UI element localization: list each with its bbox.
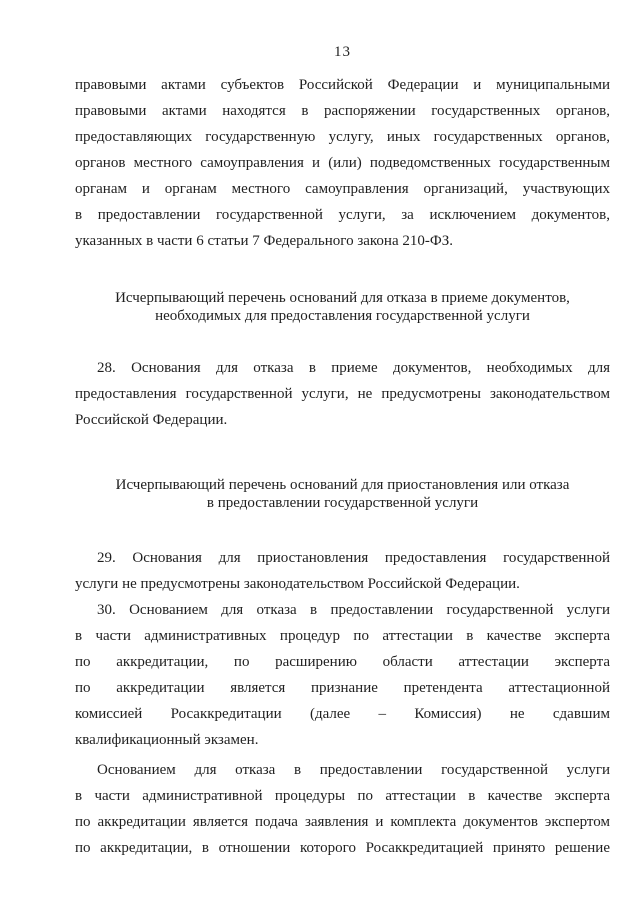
text-line: Российской Федерации. bbox=[75, 412, 228, 428]
text-line: в предоставлении государственной услуги, за исключением документов, bbox=[75, 207, 610, 223]
paragraph-28 bbox=[75, 355, 610, 433]
paragraph-29 bbox=[75, 545, 610, 597]
document-blocks bbox=[75, 72, 610, 861]
text-line: правовыми актами находятся в распоряжении государственных органов, bbox=[75, 103, 610, 119]
text-line: предоставления государственной услуги, не предусмотрены законодательством bbox=[75, 386, 610, 402]
heading-line: Исчерпывающий перечень оснований для отказа в приеме документов, bbox=[115, 290, 570, 306]
heading-line: Исчерпывающий перечень оснований для приостановления или отказа bbox=[115, 477, 570, 493]
paragraph-continuation bbox=[75, 72, 610, 254]
text-line: 28. Основания для отказа в приеме документов, необходимых для bbox=[97, 360, 610, 376]
text-line: указанных в части 6 статьи 7 Федерального закона 210-ФЗ. bbox=[75, 233, 453, 249]
text-line: по аккредитации является подача заявления и комплекта документов экспертом bbox=[75, 814, 610, 830]
paragraph-30-continued bbox=[75, 757, 610, 861]
text-line: по аккредитации, по расширению области аттестации эксперта bbox=[75, 654, 610, 670]
heading-line: необходимых для предоставления государственной услуги bbox=[155, 308, 530, 324]
text-line: по аккредитации, в отношении которого Росаккредитацией принято решение bbox=[75, 840, 610, 856]
text-line: в части административной процедуры по аттестации в качестве эксперта bbox=[75, 788, 610, 804]
heading-line: в предоставлении государственной услуги bbox=[206, 495, 479, 511]
text-line: органам и органам местного самоуправления организаций, участвующих bbox=[75, 181, 610, 197]
text-line: в части административных процедур по аттестации в качестве эксперта bbox=[75, 628, 610, 644]
heading-refusal-to-accept-documents bbox=[75, 289, 610, 325]
text-line: комиссией Росаккредитации (далее – Комиссия) не сдавшим bbox=[75, 706, 610, 722]
page-number: 13 bbox=[334, 44, 351, 60]
text-line: Основанием для отказа в предоставлении государственной услуги bbox=[97, 762, 610, 778]
text-line: по аккредитации является признание претендента аттестационной bbox=[75, 680, 610, 696]
text-line: правовыми актами субъектов Российской Федерации и муниципальными bbox=[75, 77, 610, 93]
text-line: услуги не предусмотрены законодательством Российской Федерации. bbox=[75, 576, 520, 592]
text-line: 29. Основания для приостановления предоставления государственной bbox=[97, 550, 610, 566]
text-line: органов местного самоуправления и (или) подведомственных государственным bbox=[75, 155, 610, 171]
heading-suspension-or-refusal bbox=[75, 476, 610, 512]
text-line: квалификационный экзамен. bbox=[75, 732, 259, 748]
text-line: 30. Основанием для отказа в предоставлении государственной услуги bbox=[97, 602, 610, 618]
text-line: предоставляющих государственную услугу, иных государственных органов, bbox=[75, 129, 610, 145]
paragraph-30 bbox=[75, 597, 610, 753]
